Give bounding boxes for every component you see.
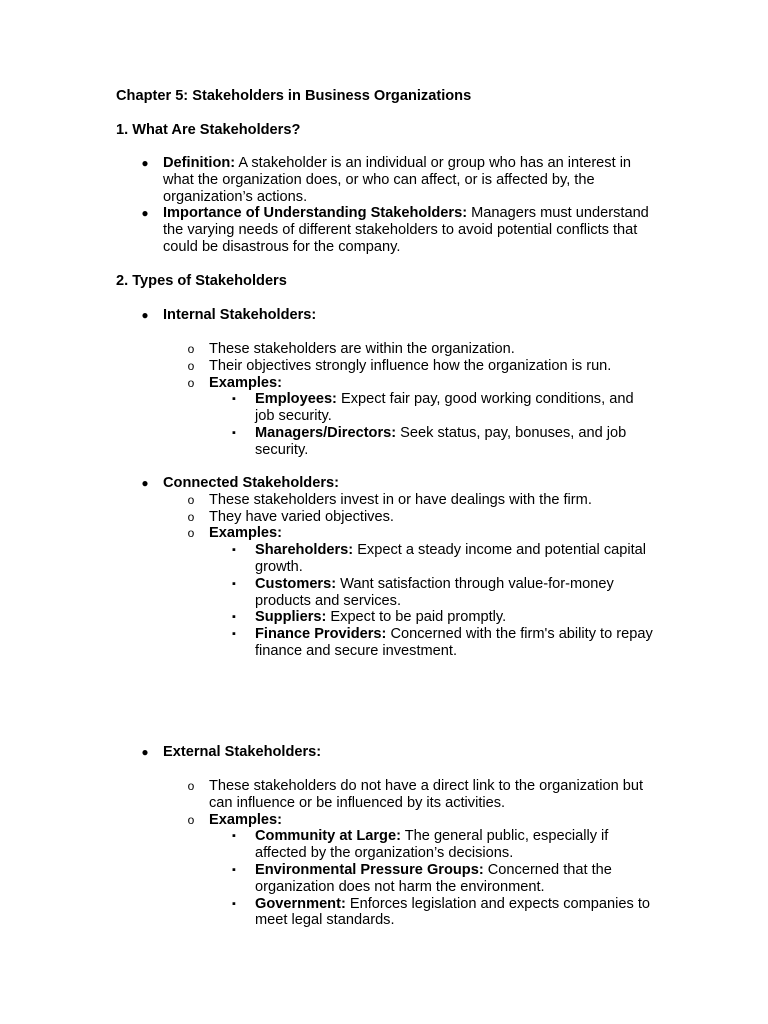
examples-label: Examples: bbox=[209, 811, 283, 828]
list-item bbox=[0, 828, 768, 862]
list-item bbox=[0, 778, 768, 812]
list-item bbox=[0, 509, 768, 526]
item-label: Managers/Directors: bbox=[255, 424, 397, 441]
item-label: Shareholders: bbox=[255, 542, 354, 559]
page-title: Chapter 5: Stakeholders in Business Organizations bbox=[116, 88, 472, 104]
item-label: Importance of Understanding Stakeholders: bbox=[163, 205, 468, 222]
item-label: Definition: bbox=[163, 155, 236, 171]
item-text: The general public, especially if affected by the organization’s decisions. bbox=[255, 828, 609, 862]
square-bullet-icon: ▪ bbox=[232, 544, 236, 557]
external-stakeholders-heading bbox=[0, 744, 768, 761]
examples-label: Examples: bbox=[209, 525, 283, 542]
point-text: These stakeholders do not have a direct link to the organization but can influence or be influenced by its activities. bbox=[209, 778, 644, 811]
circle-bullet-icon: o bbox=[187, 375, 195, 390]
item-text: Want satisfaction through value-for-money products and services. bbox=[255, 575, 614, 609]
external-stakeholders-list bbox=[0, 778, 768, 929]
bullet-icon: ● bbox=[141, 156, 149, 170]
square-bullet-icon: ▪ bbox=[232, 426, 236, 439]
circle-bullet-icon: o bbox=[187, 509, 195, 524]
square-bullet-icon: ▪ bbox=[232, 863, 236, 876]
list-item bbox=[0, 155, 768, 205]
item-text: Concerned with the firm's ability to repay finance and secure investment. bbox=[255, 626, 653, 659]
examples-label: Examples: bbox=[209, 374, 283, 391]
list-item bbox=[0, 425, 768, 459]
bullet-icon: ● bbox=[141, 476, 149, 490]
item-text: Expect fair pay, good working conditions, and job security. bbox=[255, 391, 634, 425]
item-text: Managers must understand the varying needs of different stakeholders to avoid potential conflicts that could be disastrous for the company. bbox=[163, 205, 649, 255]
item-text: Expect to be paid promptly. bbox=[326, 609, 507, 626]
item-label: Suppliers: bbox=[255, 609, 327, 626]
square-bullet-icon: ▪ bbox=[232, 897, 236, 910]
list-item bbox=[0, 358, 768, 375]
group-label: External Stakeholders: bbox=[163, 744, 322, 760]
group-label: Internal Stakeholders: bbox=[163, 307, 317, 323]
list-item bbox=[0, 375, 768, 392]
list-item bbox=[0, 609, 768, 626]
item-text: A stakeholder is an individual or group who has an interest in what the organization does, or who can affect, or is affected by, the organization’s actions. bbox=[163, 155, 632, 205]
square-bullet-icon: ▪ bbox=[232, 830, 236, 843]
section-heading-types-of-stakeholders: 2. Types of Stakeholders bbox=[116, 273, 287, 289]
bullet-icon: ● bbox=[141, 308, 149, 322]
item-label: Community at Large: bbox=[255, 828, 401, 845]
list-item bbox=[0, 896, 768, 930]
point-text: They have varied objectives. bbox=[209, 508, 394, 525]
section1-list bbox=[0, 155, 768, 256]
item-label: Customers: bbox=[255, 575, 337, 592]
item-label: Government: bbox=[255, 895, 346, 912]
square-bullet-icon: ▪ bbox=[232, 577, 236, 590]
point-text: These stakeholders are within the organization. bbox=[209, 341, 515, 357]
square-bullet-icon: ▪ bbox=[232, 393, 236, 406]
circle-bullet-icon: o bbox=[187, 526, 195, 541]
internal-stakeholders-list bbox=[0, 341, 768, 459]
circle-bullet-icon: o bbox=[187, 492, 195, 507]
internal-stakeholders-heading bbox=[0, 307, 768, 324]
item-label: Finance Providers: bbox=[255, 626, 387, 643]
item-text: Enforces legislation and expects companies to meet legal standards. bbox=[255, 895, 651, 929]
list-item bbox=[0, 205, 768, 255]
group-label: Connected Stakeholders: bbox=[163, 475, 339, 491]
point-text: Their objectives strongly influence how the organization is run. bbox=[209, 357, 612, 374]
connected-stakeholders-list bbox=[0, 475, 768, 660]
list-item bbox=[0, 525, 768, 542]
list-item bbox=[0, 576, 768, 610]
item-text: Expect a steady income and potential capital growth. bbox=[255, 542, 647, 575]
list-item bbox=[0, 812, 768, 829]
section-heading-what-are-stakeholders: 1. What Are Stakeholders? bbox=[116, 122, 301, 138]
list-item bbox=[0, 341, 768, 358]
square-bullet-icon: ▪ bbox=[232, 628, 236, 641]
item-text: Seek status, pay, bonuses, and job security. bbox=[255, 424, 627, 458]
list-item bbox=[0, 391, 768, 425]
bullet-icon: ● bbox=[141, 206, 149, 221]
item-label: Environmental Pressure Groups: bbox=[255, 861, 484, 878]
list-item bbox=[0, 492, 768, 509]
item-text: Concerned that the organization does not harm the environment. bbox=[255, 861, 612, 895]
circle-bullet-icon: o bbox=[187, 779, 195, 793]
list-item bbox=[0, 542, 768, 576]
point-text: These stakeholders invest in or have dealings with the firm. bbox=[209, 491, 592, 508]
square-bullet-icon: ▪ bbox=[232, 611, 236, 624]
circle-bullet-icon: o bbox=[187, 358, 195, 373]
item-label: Employees: bbox=[255, 391, 337, 408]
list-item bbox=[0, 862, 768, 896]
circle-bullet-icon: o bbox=[187, 342, 195, 356]
circle-bullet-icon: o bbox=[187, 812, 195, 827]
bullet-icon: ● bbox=[141, 745, 149, 759]
list-item bbox=[0, 626, 768, 660]
